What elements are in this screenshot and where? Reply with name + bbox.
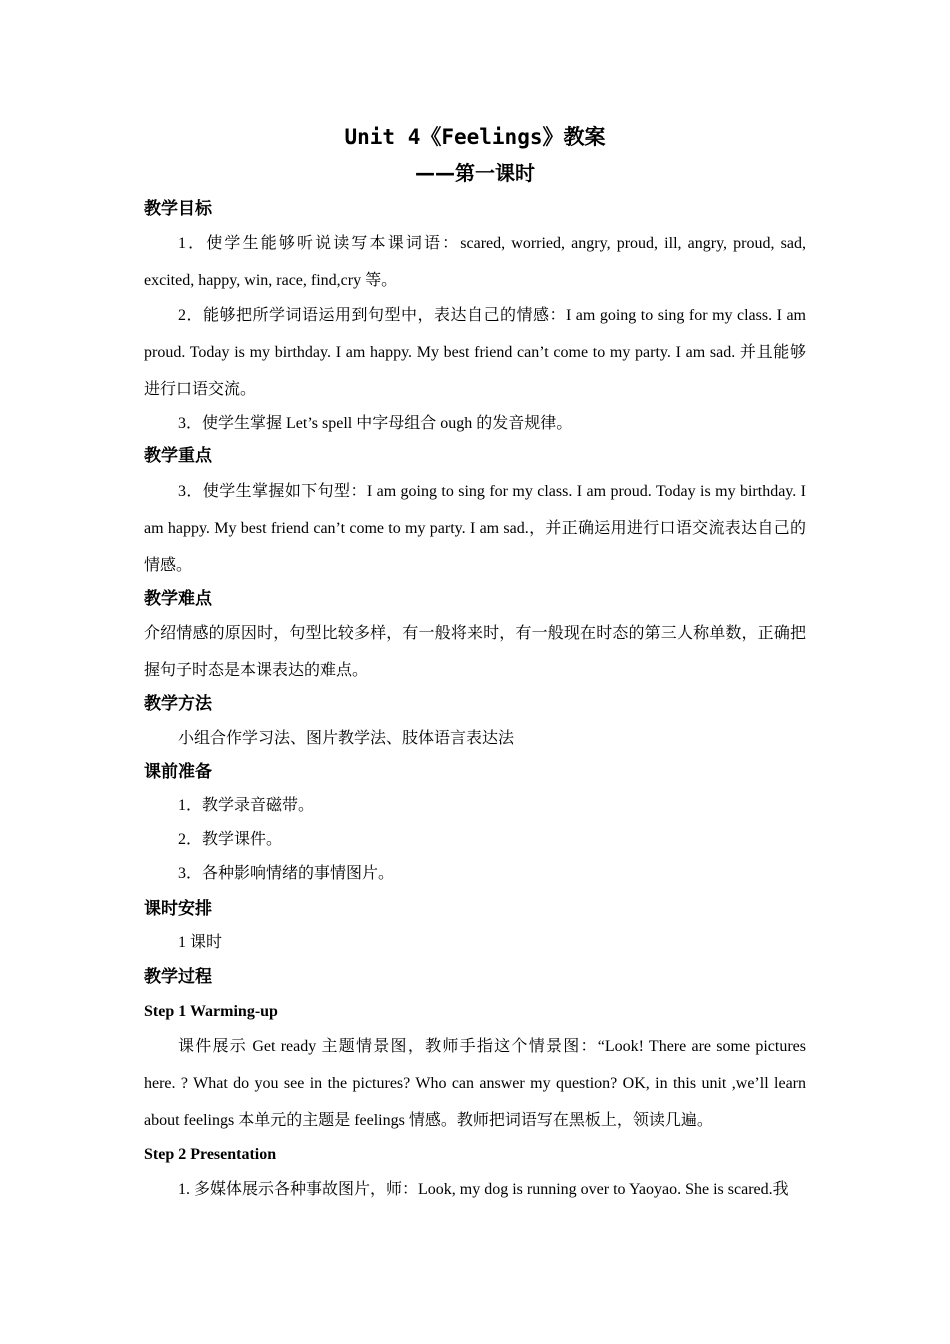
section-heading-schedule: 课时安排 bbox=[144, 899, 212, 919]
document-subtitle: ——第一课时 bbox=[415, 161, 535, 185]
section-heading-difficulties: 教学难点 bbox=[144, 589, 212, 609]
preparation-item: 3．各种影响情绪的事情图片。 bbox=[178, 865, 395, 882]
goal-item: 2．能够把所学词语运用到句型中，表达自己的情感：I am going to sing for my class. I am proud. Today is my birthday. I am happy. My best friend can’t come to my party. I am sad. 并且能够进行口语交流。 bbox=[144, 307, 806, 398]
section-heading-goals: 教学目标 bbox=[144, 199, 212, 219]
step-text: 课件展示 Get ready 主题情景图，教师手指这个情景图：“Look! There are some pictures here. ? What do you see in the pictures? Who can answer my question? OK, in this unit ,we’ll learn about feelings 本单元的主题是 feelings 情感。教师把词语写在黑板上，领读几遍。 bbox=[144, 1038, 806, 1129]
section-heading-methods: 教学方法 bbox=[144, 694, 212, 714]
schedule-text: 1 课时 bbox=[178, 934, 223, 951]
key-point-item: 3．使学生掌握如下句型：I am going to sing for my class. I am proud. Today is my birthday. I am happy. My best friend can’t come to my party. I am sad.，并正确运用进行口语交流表达自己的情感。 bbox=[144, 483, 806, 574]
step-title: Step 1 Warming-up bbox=[144, 1003, 278, 1020]
difficulties-text: 介绍情感的原因时，句型比较多样，有一般将来时，有一般现在时态的第三人称单数，正确把握句子时态是本课表达的难点。 bbox=[144, 625, 806, 679]
section-heading-key-points: 教学重点 bbox=[144, 446, 212, 466]
section-heading-preparation: 课前准备 bbox=[144, 762, 212, 782]
goal-item: 3．使学生掌握 Let’s spell 中字母组合 ough 的发音规律。 bbox=[178, 415, 573, 432]
preparation-item: 2．教学课件。 bbox=[178, 831, 283, 848]
preparation-item: 1．教学录音磁带。 bbox=[178, 797, 315, 814]
methods-text: 小组合作学习法、图片教学法、肢体语言表达法 bbox=[178, 730, 515, 747]
step-text: 1. 多媒体展示各种事故图片，师：Look, my dog is running over to Yaoyao. She is scared.我 bbox=[178, 1181, 789, 1198]
section-heading-process: 教学过程 bbox=[144, 967, 212, 987]
goal-item: 1．使学生能够听说读写本课词语：scared, worried, angry, proud, ill, angry, proud, sad, excited, happy, win, race, find,cry 等。 bbox=[144, 235, 806, 289]
document-title: Unit 4《Feelings》教案 bbox=[344, 125, 606, 149]
step-title: Step 2 Presentation bbox=[144, 1146, 277, 1163]
